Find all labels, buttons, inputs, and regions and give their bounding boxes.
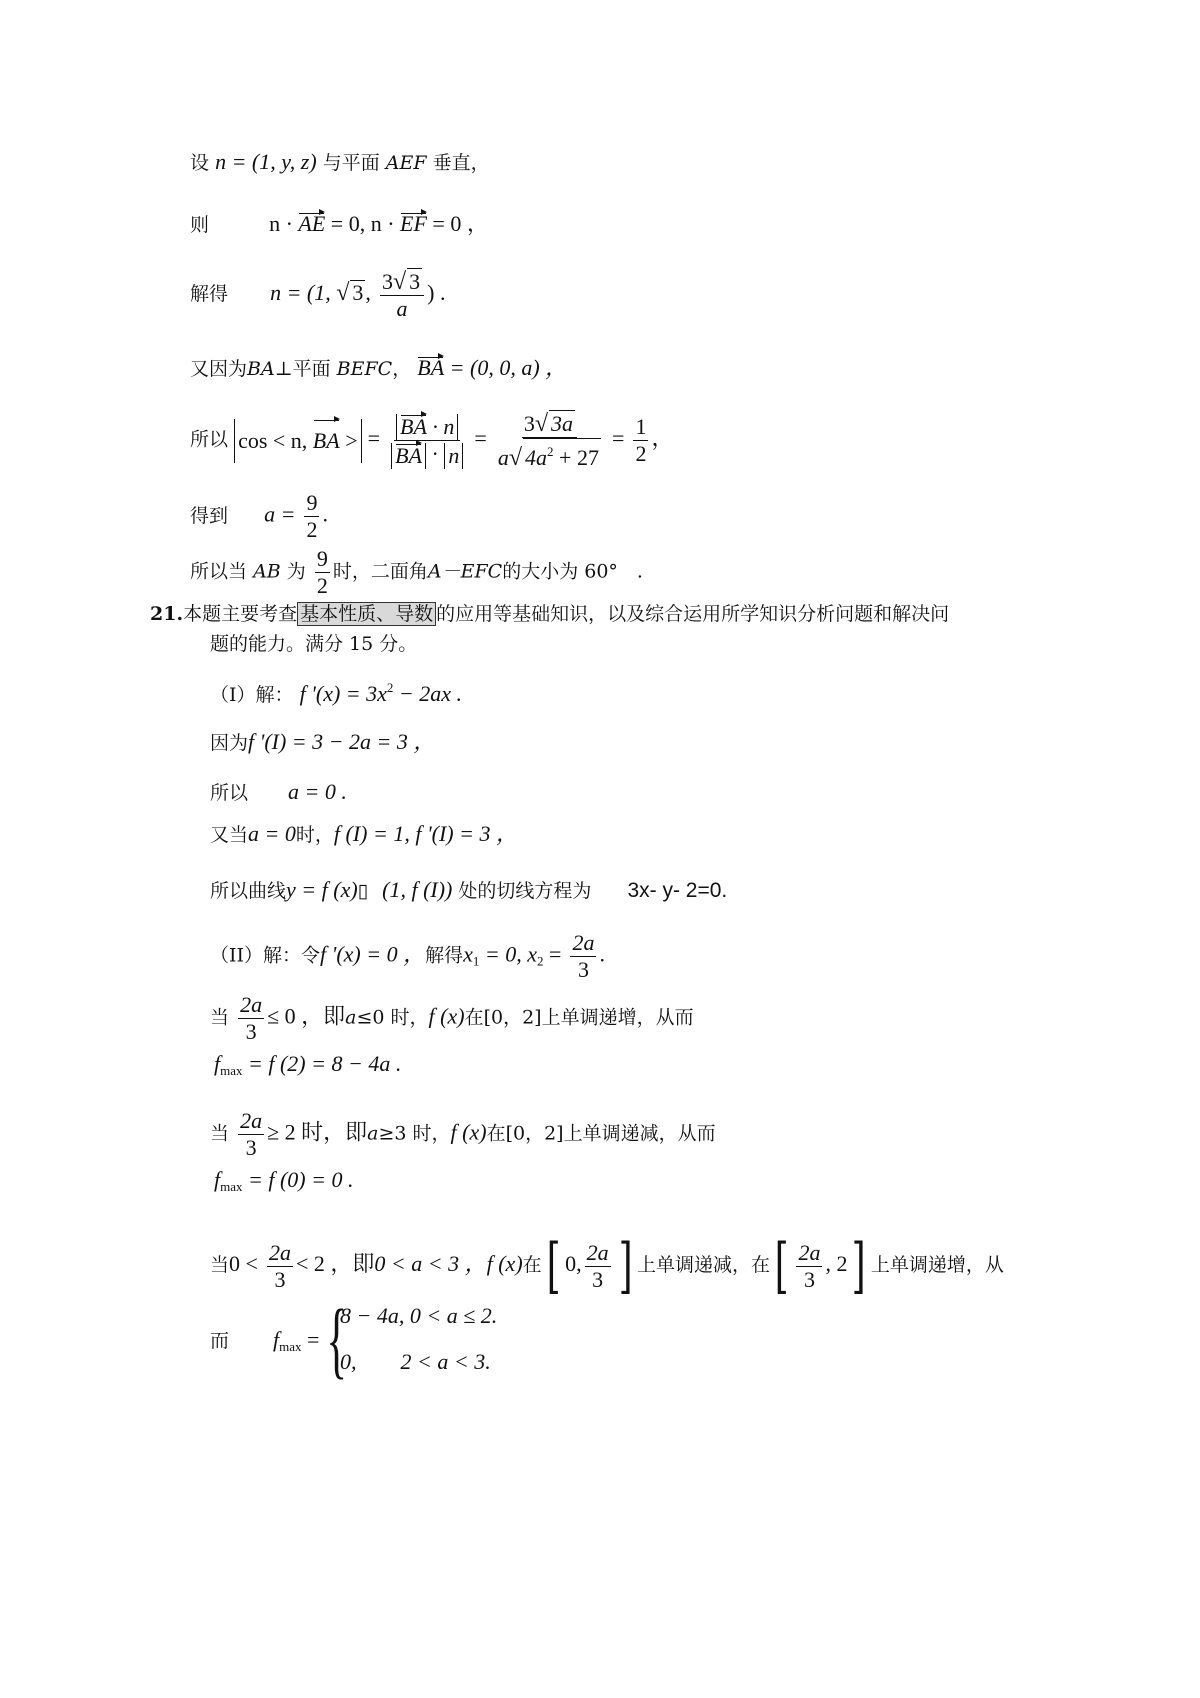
tangent-equation: 3x- y- 2=0.	[627, 879, 728, 902]
line-fmax1	[214, 1052, 401, 1083]
math: f	[214, 1167, 221, 1192]
text: 解得	[425, 944, 464, 967]
text: a	[367, 1122, 379, 1145]
fraction: $\frac{3√ 3}{a}$	[380, 268, 424, 322]
math: 3	[381, 269, 393, 294]
bracket-right: ]	[618, 1231, 633, 1301]
math: 2	[386, 680, 394, 695]
math: 3	[523, 411, 535, 436]
bracket-right: ]	[852, 1231, 867, 1301]
math: < 2 ，即	[295, 1251, 375, 1276]
sqrt-sign: √	[336, 280, 350, 306]
vector-ba: BA	[417, 355, 445, 380]
math: a	[497, 445, 509, 470]
vector-ae: AE	[298, 211, 326, 236]
math: a = 0 .	[288, 779, 347, 804]
fraction	[389, 412, 465, 469]
line-tangent	[210, 878, 727, 903]
line-piecewise-label	[210, 1328, 319, 1359]
vector-ba: BA	[395, 442, 423, 468]
question-number: 21.	[150, 603, 184, 625]
text: （II）解：令	[210, 944, 321, 967]
math: =	[474, 425, 487, 451]
math: 2	[306, 517, 318, 542]
text: AB	[253, 560, 281, 583]
line-dot-products	[190, 212, 489, 237]
math: ) .	[427, 280, 446, 305]
math: 3	[352, 280, 364, 305]
text: 所以当	[190, 560, 248, 583]
math: a =	[264, 501, 296, 527]
text: 与平面	[322, 152, 380, 174]
math: = 0 ，	[426, 211, 489, 236]
text: 得到	[190, 504, 229, 527]
piecewise-row-2: 0, 2 < a < 3.	[340, 1349, 491, 1374]
text: 因为	[210, 732, 249, 754]
text: 处的切线方程为	[458, 880, 592, 902]
line-case2	[210, 1108, 716, 1161]
fraction	[267, 1240, 293, 1293]
text: 当	[210, 1254, 230, 1276]
line-so-a	[210, 780, 347, 805]
math: 2	[635, 441, 647, 466]
text: 设	[190, 152, 210, 174]
fraction	[570, 930, 596, 983]
math: 2a	[240, 992, 263, 1017]
math: 1	[472, 953, 480, 969]
line-conclusion-20	[190, 546, 643, 599]
line-case1	[210, 992, 694, 1045]
math: max	[220, 1179, 243, 1194]
math: f '(x) = 0 ，	[320, 941, 426, 967]
math: 4a	[525, 445, 548, 470]
text: 题的能力。满分 15 分。	[210, 633, 418, 655]
glyph-box: ▯	[357, 880, 369, 902]
math: − 2ax .	[393, 681, 463, 706]
text: 本题主要考查	[183, 603, 298, 625]
bracket-left: [	[774, 1231, 789, 1301]
fraction: $\frac{3√ 3a}{a√ 4a^2 + 27}$	[497, 411, 599, 471]
line-part-ii	[210, 930, 605, 983]
text: 在[0，2]上单调递减，从而	[486, 1122, 716, 1145]
math: 2a	[586, 1239, 609, 1265]
math: · n	[426, 414, 455, 439]
math: 3	[245, 1019, 257, 1044]
math: ·	[426, 441, 445, 466]
text: 所以	[210, 782, 249, 804]
fraction	[304, 490, 319, 543]
text: 在[0，2]上单调递增，从而	[464, 1006, 694, 1029]
math: 2a	[572, 930, 595, 955]
fraction	[238, 1108, 264, 1161]
math: 1	[635, 414, 647, 439]
math: 3	[803, 1266, 815, 1292]
math: = f (0) = 0 .	[242, 1167, 354, 1192]
text: ≥3 时，	[378, 1122, 451, 1145]
fraction	[585, 1240, 611, 1293]
math: ,	[365, 280, 371, 305]
math: 3	[577, 957, 589, 982]
math: n = (1,	[270, 280, 337, 305]
fraction	[315, 546, 330, 599]
vector-ef: EF	[400, 211, 427, 236]
math: x	[463, 941, 473, 967]
math: =	[612, 425, 625, 451]
text: 当	[210, 1006, 230, 1029]
text: AEF	[385, 152, 427, 174]
piecewise-brace: {	[326, 1291, 347, 1387]
math: max	[220, 1063, 243, 1078]
text: ≤0 时，	[356, 1006, 429, 1029]
math: + 27	[553, 445, 599, 470]
math: 3	[409, 269, 421, 294]
math: f (x)	[450, 1119, 487, 1145]
math: y = f (x)	[286, 877, 358, 902]
fraction	[633, 414, 648, 467]
math: =	[367, 425, 381, 451]
math: = f (2) = 8 − 4a .	[242, 1051, 402, 1076]
fraction	[796, 1240, 822, 1293]
text: 时，二面角	[332, 560, 428, 583]
line-get-a	[190, 490, 328, 543]
highlighted-text: 基本性质、导数	[297, 602, 436, 626]
math: 3	[245, 1135, 257, 1160]
text: 则	[190, 214, 210, 236]
math: 2a	[240, 1108, 263, 1133]
text: 的应用等基础知识，以及综合运用所学知识分析问题和解决问	[436, 603, 950, 625]
text: 所以	[190, 428, 229, 451]
text: 在	[522, 1254, 542, 1276]
math: >	[339, 427, 358, 453]
line-because	[210, 730, 435, 755]
vector-ba: BA	[400, 414, 427, 439]
text: 垂直，	[432, 152, 490, 174]
math: =	[543, 941, 562, 967]
math: ，	[651, 425, 674, 451]
line-cos	[190, 410, 673, 471]
question-21-header	[150, 602, 949, 626]
line-solve-n	[190, 268, 445, 322]
math: 9	[306, 490, 318, 515]
math: f (x)	[486, 1251, 523, 1276]
math: f	[273, 1327, 280, 1352]
text: 又因为	[190, 358, 248, 380]
math: 3a	[550, 411, 573, 436]
line-ba-perp	[190, 356, 567, 381]
text: BA	[247, 358, 275, 380]
text: 上单调递增，从	[870, 1254, 1004, 1276]
line-part-i	[210, 676, 462, 707]
math: 2	[537, 953, 544, 969]
text: 时，	[295, 824, 334, 846]
line-fmax2	[214, 1168, 353, 1199]
math: 2	[547, 444, 554, 459]
math: f (I) = 1, f '(I) = 3 ，	[333, 821, 518, 846]
math: = 0, x	[479, 941, 538, 967]
math: cos < n,	[238, 427, 313, 453]
math: 2a	[268, 1239, 291, 1265]
math: , 2	[825, 1251, 848, 1276]
math: =	[301, 1327, 320, 1352]
text: 所以曲线	[210, 880, 287, 902]
math: f (x)	[428, 1003, 465, 1029]
math: n = (1, y, z)	[215, 149, 317, 174]
text: A－EFC	[427, 560, 503, 583]
question-21-header-cont	[210, 632, 417, 656]
bracket-left: [	[546, 1231, 561, 1301]
text: 解得	[190, 283, 229, 305]
math: 2a	[798, 1239, 821, 1265]
math: .	[599, 941, 605, 967]
line-case3	[210, 1231, 1004, 1301]
math: n ·	[269, 211, 299, 236]
math: 0,	[565, 1251, 582, 1276]
text: 上单调递减，在	[637, 1254, 771, 1276]
text: 而	[210, 1330, 230, 1352]
math: = (0, 0, a) ，	[444, 355, 568, 380]
text: BEFC	[336, 358, 393, 380]
math: f '(x) = 3x	[299, 681, 387, 706]
math: 9	[316, 546, 328, 571]
math: (1, f (I))	[382, 877, 453, 902]
vector-ba: BA	[313, 419, 340, 463]
abs-value	[234, 419, 362, 463]
math: 2	[316, 573, 328, 598]
math: max	[279, 1339, 302, 1354]
text: 当	[210, 1122, 230, 1145]
text: ，	[392, 358, 412, 380]
math: .	[322, 501, 328, 527]
math: 0 < a < 3 ，	[374, 1251, 487, 1276]
math: n	[444, 443, 463, 469]
math: 0 <	[229, 1251, 258, 1276]
text: 又当	[210, 824, 249, 846]
text: （I）解：	[210, 684, 294, 706]
math: 3	[592, 1266, 604, 1292]
text: 的大小为 60° .	[502, 560, 643, 583]
math: a	[396, 296, 408, 321]
text: a	[345, 1006, 357, 1029]
math: ≤ 0 ，即	[267, 1003, 346, 1029]
piecewise-row-1: 8 − 4a, 0 < a ≤ 2.	[340, 1303, 498, 1328]
line-when-a0	[210, 822, 518, 847]
math: f	[214, 1051, 221, 1076]
math: a = 0	[248, 821, 296, 846]
line-normal-vector-def	[190, 150, 490, 175]
math: 3	[274, 1266, 286, 1292]
math: = 0, n ·	[325, 211, 401, 236]
text: ⊥平面	[274, 358, 331, 380]
math: f '(I) = 3 − 2a = 3 ，	[248, 729, 436, 754]
math: ≥ 2 时，即	[267, 1119, 368, 1145]
fraction	[238, 992, 264, 1045]
text: 为	[286, 560, 306, 583]
